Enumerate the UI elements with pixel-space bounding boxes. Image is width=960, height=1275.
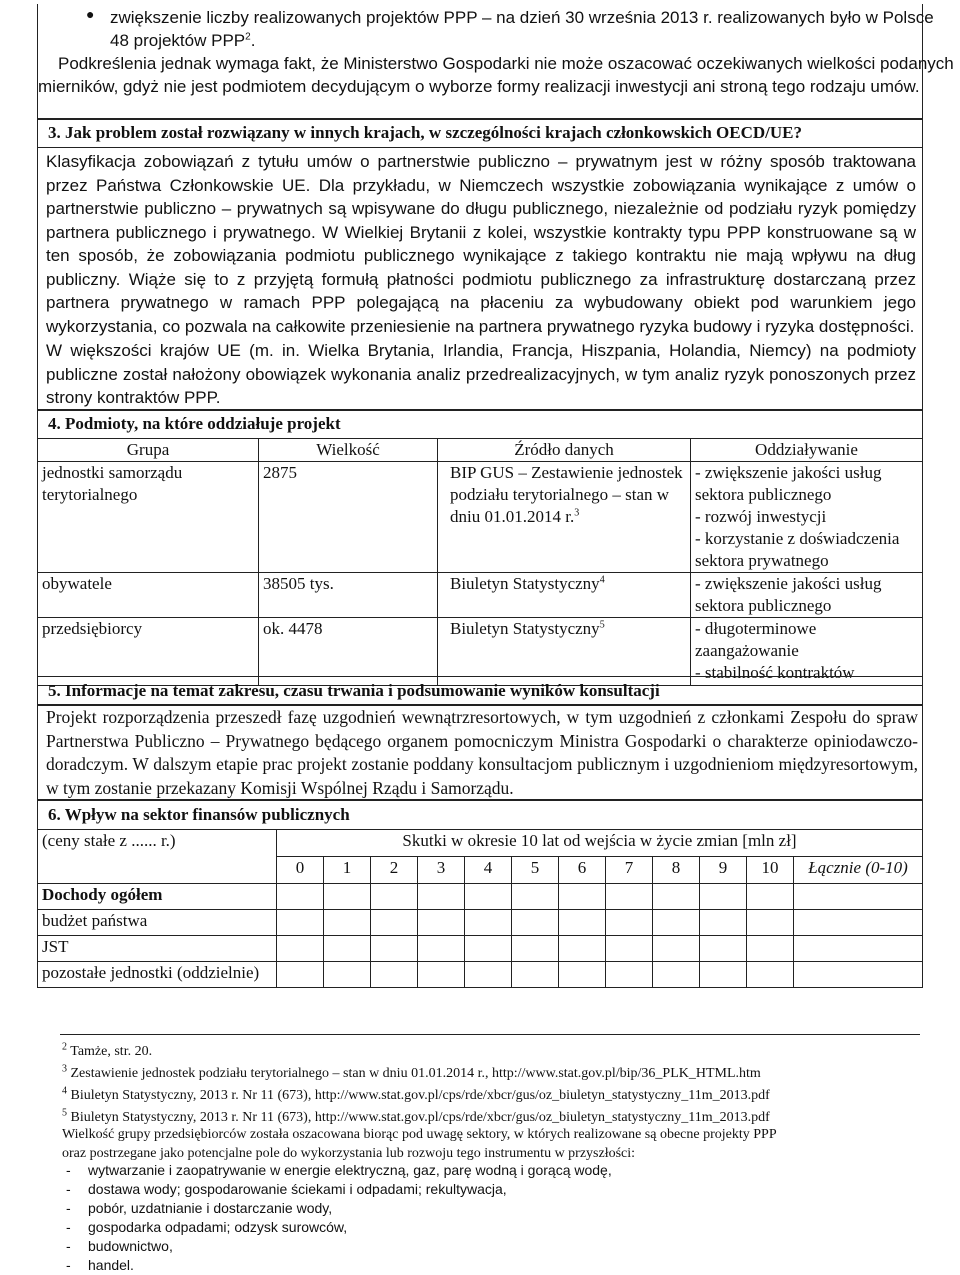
table-row [38, 962, 923, 988]
cell-oddzialywanie: - zwiększenie jakości usług sektora publicznego [691, 573, 923, 618]
bullet-line-2: 48 projektów PPP$^2$. [110, 31, 256, 50]
year-cell: 1 [324, 857, 371, 884]
cell-grupa: obywatele [38, 573, 259, 618]
cell-wielkosc: 38505 tys. [259, 573, 438, 618]
year-cell: 7 [606, 857, 653, 884]
header-oddzialywanie: Oddziaływanie [691, 439, 923, 462]
table-row [38, 462, 923, 573]
cell-oddzialywanie: - długoterminowe zaangażowanie - stabilność kontraktów [691, 618, 923, 686]
section-4-title: 4. Podmioty, na które oddziałuje projekt [37, 409, 923, 439]
table-row [38, 936, 923, 962]
section-4-table [37, 438, 923, 686]
year-cell: 10 [747, 857, 794, 884]
header-grupa: Grupa [38, 439, 259, 462]
footnote-rule [60, 1034, 920, 1035]
prices-label: (ceny stałe z ...... r.) [38, 830, 277, 884]
footnote-2: $^2$ Tamże, str. 20. [62, 1041, 153, 1059]
effects-header-row [38, 830, 923, 857]
section-5-title: 5. Informacje na temat zakresu, czasu trwania i podsumowanie wyników konsultacji [37, 676, 923, 706]
list-item: - wytwarzanie i zaopatrywanie w energie elektryczną, gaz, parę wodną i gorącą wodę, [66, 1162, 612, 1178]
year-cell: 6 [559, 857, 606, 884]
year-cell: 9 [700, 857, 747, 884]
top-paragraph-line-2: mierników, gdyż nie jest podmiotem decydującym o wyborze formy realizacji inwestycji ani stroną tego rodzaju umów. [38, 77, 920, 96]
cell-zrodlo: Biuletyn Statystyczny$^5$ [438, 618, 691, 686]
sector-list [66, 1161, 612, 1275]
year-cell: 4 [465, 857, 512, 884]
table-row [38, 884, 923, 910]
effects-header: Skutki w okresie 10 lat od wejścia w życie zmian [mln zł] [277, 830, 923, 857]
list-item: - budownictwo, [66, 1238, 173, 1254]
footnote-3: $^3$ Zestawienie jednostek podziału terytorialnego – stan w dniu 01.01.2014 r., http://www.stat.gov.pl/bip/36_PLK_HTML.htm [62, 1063, 761, 1081]
year-cell: 3 [418, 857, 465, 884]
cell-grupa: jednostki samorządu terytorialnego [38, 462, 259, 573]
top-paragraph-line-1: Podkreślenia jednak wymaga fakt, że Ministerstwo Gospodarki nie może oszacować oczekiwanych wielkości podanych [58, 54, 954, 73]
cell-zrodlo: BIP GUS – Zestawienie jednostek podziału terytorialnego – stan w dniu 01.01.2014 r.$^3$ [438, 462, 691, 573]
row-label-jst: JST [38, 936, 277, 962]
total-header: Łącznie (0-10) [794, 857, 923, 884]
cell-wielkosc: 2875 [259, 462, 438, 573]
section-3-paragraph-2: W większości krajów UE (m. in. Wielka Brytania, Irlandia, Francja, Hiszpania, Holandia, Niemcy) na podmioty publiczne został nałożony obowiązek wykonania analiz przedrealizacyjnych, w tym analiz ryzyk ponoszonych przez strony kontraktów PPP. [46, 341, 916, 407]
header-wielkosc: Wielkość [259, 439, 438, 462]
section-3-paragraph-1: Klasyfikacja zobowiązań z tytułu umów o partnerstwie publiczno – prywatnym jest w różny sposób traktowana przez Państwa Członkowskie UE. Dla przykładu, w Niemczech wszystkie zobowiązania wynikające z umów o partnerstwie publiczno – prywatnych są wpisywane do długu publicznego, niezależnie od podziału ryzyk pomiędzy partnera publicznego i prywatnego. W Wielkiej Brytanii z kolei, wszystkie kontrakty typu PPP konstruowane są w ten sposób, że zobowiązania podmiotu publicznego wynikające z takiego kontraktu nie mają wpływu na dług publiczny. Wiąże się to z przyjętą formułą płatności podmiotu publicznego za infrastrukturę dostarczaną przez partnera prywatnego w ramach PPP polegającą na płaceniu za wybudowany obiekt pod warunkiem jego wykorzystania, co pozwala na całkowite przeniesienie na partnera prywatnego ryzyka budowy i ryzyka dostępności. [46, 152, 916, 336]
cell-oddzialywanie: - zwiększenie jakości usług sektora publicznego - rozwój inwestycji - korzystanie z doświadczenia sektora prywatnego [691, 462, 923, 573]
footnote-4: $^4$ Biuletyn Statystyczny, 2013 r. Nr 11 (673), http://www.stat.gov.pl/cps/rde/xbcr/gus/oz_biuletyn_statystyczny_11m_2013.pdf [62, 1085, 770, 1103]
list-item: - gospodarka odpadami; odzysk surowców, [66, 1219, 348, 1235]
table-header-row [38, 439, 923, 462]
cell-zrodlo: Biuletyn Statystyczny$^4$ [438, 573, 691, 618]
footnote-5: $^5$ Biuletyn Statystyczny, 2013 r. Nr 11 (673), http://www.stat.gov.pl/cps/rde/xbcr/gus/oz_biuletyn_statystyczny_11m_2013.pdf [62, 1107, 770, 1125]
footnote-extra-line-1: Wielkość grupy przedsiębiorców została oszacowana biorąc pod uwagę sektory, w których realizowane są obecne projekty PPP [62, 1127, 777, 1142]
section-6-title: 6. Wpływ na sektor finansów publicznych [37, 800, 923, 830]
table-row [38, 910, 923, 936]
year-cell: 8 [653, 857, 700, 884]
year-cell: 0 [277, 857, 324, 884]
row-label-dochody: Dochody ogółem [38, 884, 277, 910]
cell-grupa: przedsiębiorcy [38, 618, 259, 686]
header-zrodlo: Źródło danych [438, 439, 691, 462]
list-item: - pobór, uzdatnianie i dostarczanie wody, [66, 1200, 333, 1216]
section-5-paragraph: Projekt rozporządzenia przeszedł fazę uzgodnień wewnątrzresortowych, w tym uzgodnień z członkami Zespołu do spraw Partnerstwa Publiczno – Prywatnego będącego organem pomocniczym Ministra Gospodarki o charakterze opiniodawczo-doradczym. W dalszym etapie prac projekt zostanie poddany konsultacjom publicznym i uzgodnieniom międzyresortowym, w tym zostanie przekazany Komisji Wspólnej Rządu i Samorządu. [46, 707, 918, 798]
year-cell: 2 [371, 857, 418, 884]
year-cell: 5 [512, 857, 559, 884]
section-3-title: 3. Jak problem został rozwiązany w innych krajach, w szczególności krajach członkowskich OECD/UE? [37, 118, 923, 148]
row-label-budzet: budżet państwa [38, 910, 277, 936]
footnote-extra-line-2: oraz postrzegane jako potencjalne pole do wykorzystania lub rozwoju tego instrumentu w przyszłości: [62, 1146, 636, 1161]
list-item: - dostawa wody; gospodarowanie ściekami i odpadami; rekultywacja, [66, 1181, 507, 1197]
cell-wielkosc: ok. 4478 [259, 618, 438, 686]
table-row [38, 573, 923, 618]
row-label-pozostale: pozostałe jednostki (oddzielnie) [38, 962, 277, 988]
section-6-table [37, 829, 923, 988]
bullet-line-1: zwiększenie liczby realizowanych projektów PPP – na dzień 30 września 2013 r. realizowanych było w Polsce [110, 8, 934, 27]
bullet-dot: ● [86, 8, 95, 23]
list-item: - handel. [66, 1257, 134, 1273]
